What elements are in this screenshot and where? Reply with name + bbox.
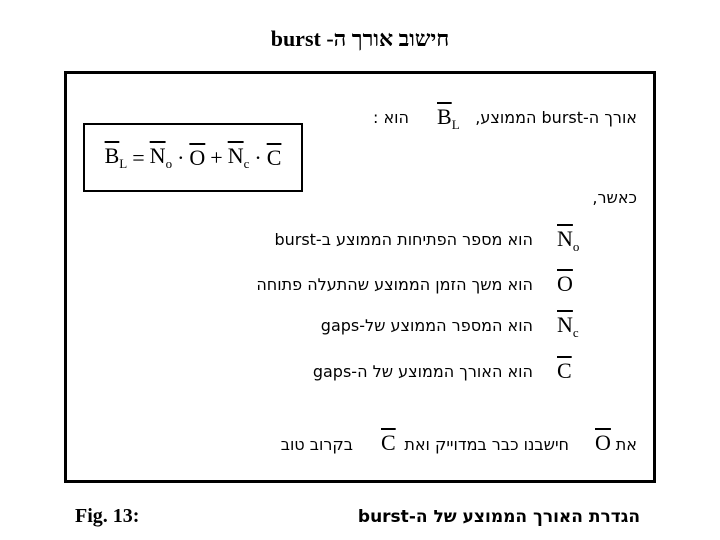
intro-symbol-sub: L [451, 117, 460, 132]
formula-bl [105, 143, 128, 172]
formula-o: $\overline{O}$ [189, 144, 206, 170]
bottom-text-c: בקרוב טוב [280, 435, 353, 454]
def-symbol-o [557, 271, 573, 297]
def-symbol-sub: o [572, 239, 580, 254]
formula-bl-main: $\overline{B}$ [104, 143, 120, 168]
bottom-text-b: חישבנו כבר במדוייק ואת [404, 435, 569, 454]
formula-box [83, 123, 303, 192]
def-symbol-main: $\overline{C}$ [557, 358, 572, 383]
intro-symbol-main: $\overline{B}$ [437, 104, 452, 129]
def-symbol-c [557, 358, 572, 384]
bottom-text-a: את [615, 435, 637, 454]
figure-caption: הגדרת האורך הממוצע של ה-burst [357, 507, 640, 527]
content-frame [64, 71, 656, 483]
intro-text-b: הוא : [373, 108, 409, 127]
intro-text-a: אורך ה-burst הממוצע, [475, 108, 637, 127]
definition-text: הוא המספר הממוצע של-gaps [320, 316, 533, 335]
formula-no [150, 143, 172, 172]
definition-text: הוא האורך הממוצע של ה-gaps [312, 362, 533, 381]
def-symbol-main: $\overline{N}$ [557, 312, 573, 337]
formula-equals: = [132, 144, 145, 170]
def-symbol-no [557, 226, 579, 255]
formula-nc-main: $\overline{N}$ [227, 143, 244, 168]
figure-label: Fig. 13: [75, 505, 140, 527]
formula-nc [228, 143, 250, 172]
definition-text: הוא מספר הפתיחות הממוצע ב-burst [274, 230, 533, 249]
definition-text: הוא משך הזמן הממוצע שהתעלה פתוחה [256, 275, 533, 294]
formula-plus: + [210, 144, 223, 170]
intro-symbol-bl [437, 104, 460, 133]
formula-dot-2: · [254, 144, 262, 170]
bottom-symbol-o-main: $\overline{O}$ [595, 430, 611, 455]
formula-bl-sub: L [119, 156, 128, 171]
def-symbol-main: $\overline{O}$ [557, 271, 573, 296]
formula-c: $\overline{C}$ [266, 144, 282, 170]
bottom-symbol-o [595, 430, 611, 456]
page-title: חישוב אורך ה- burst [270, 26, 450, 51]
def-symbol-main: $\overline{N}$ [557, 226, 573, 251]
formula-nc-sub: c [243, 156, 250, 171]
where-label: כאשר, [592, 188, 637, 207]
formula-no-sub: o [165, 156, 173, 171]
def-symbol-nc [557, 312, 579, 341]
formula-no-main: $\overline{N}$ [149, 143, 166, 168]
bottom-symbol-c [381, 430, 396, 456]
def-symbol-sub: c [572, 325, 579, 340]
bottom-symbol-c-main: $\overline{C}$ [381, 430, 396, 455]
formula-dot-1: · [177, 144, 185, 170]
